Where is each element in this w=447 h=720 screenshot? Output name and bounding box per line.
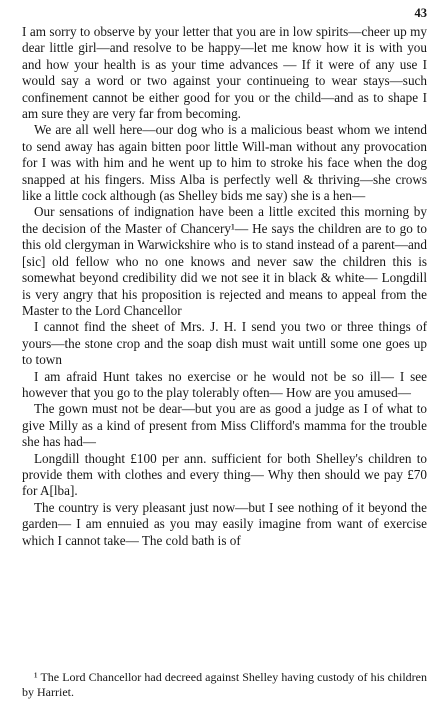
letter-body	[22, 24, 427, 549]
paragraph: The gown must not be dear—but you are as good a judge as I of what to give Milly as a kind of present from Miss Clifford's mamma for the trouble she has had—	[22, 401, 427, 450]
paragraph: I am sorry to observe by your letter that you are in low spirits—cheer up my dear little girl—and resolve to be happy—let me know how it is with you and how your health is as your time advances — If it were of any use I would say a word or two against your continueing to wear stays—such confinement cannot be either good for you or the child—and as to shape I am sure they are very far from becoming.	[22, 24, 427, 122]
paragraph: I cannot find the sheet of Mrs. J. H. I send you two or three things of yours—the stone crop and the soap dish must wait untill some one goes up to town	[22, 319, 427, 368]
paragraph: We are all well here—our dog who is a malicious beast whom we intend to send away has again bitten poor little Will-man without any provocation for I was with him and he went up to him to stroke his face when the dog snapped at his fingers. Miss Alba is perfectly well & thriving—she crows like a little cock although (as Shelley bids me say) she is a hen—	[22, 122, 427, 204]
paragraph: The country is very pleasant just now—but I see nothing of it beyond the garden— I am ennuied as you may easily imagine from want of exercise which I cannot take— The cold bath is of	[22, 499, 427, 548]
paragraph: Our sensations of indignation have been a little excited this morning by the decision of the Master of Chancery¹— He says the children are to go to this old clergyman in Warwickshire who is to stand instead of a parent—and [sic] old fellow who no one knows and never saw the children this is somewhat beyond credibility did we not see it in black & white— Longdill is very angry that his proposition is rejected and means to appeal from the Master to the Lord Chancellor	[22, 204, 427, 318]
paragraph: I am afraid Hunt takes no exercise or he would not be so ill— I see however that you go to the play tolerably often— How are you amused—	[22, 368, 427, 400]
page-number: 43	[414, 6, 427, 20]
paragraph: Longdill thought £100 per ann. sufficient for both Shelley's children to provide them with clothes and every thing— Why then should we pay £70 for A[lba].	[22, 450, 427, 499]
footnote: ¹ The Lord Chancellor had decreed against Shelley having custody of his children by Harriet.	[22, 670, 427, 699]
